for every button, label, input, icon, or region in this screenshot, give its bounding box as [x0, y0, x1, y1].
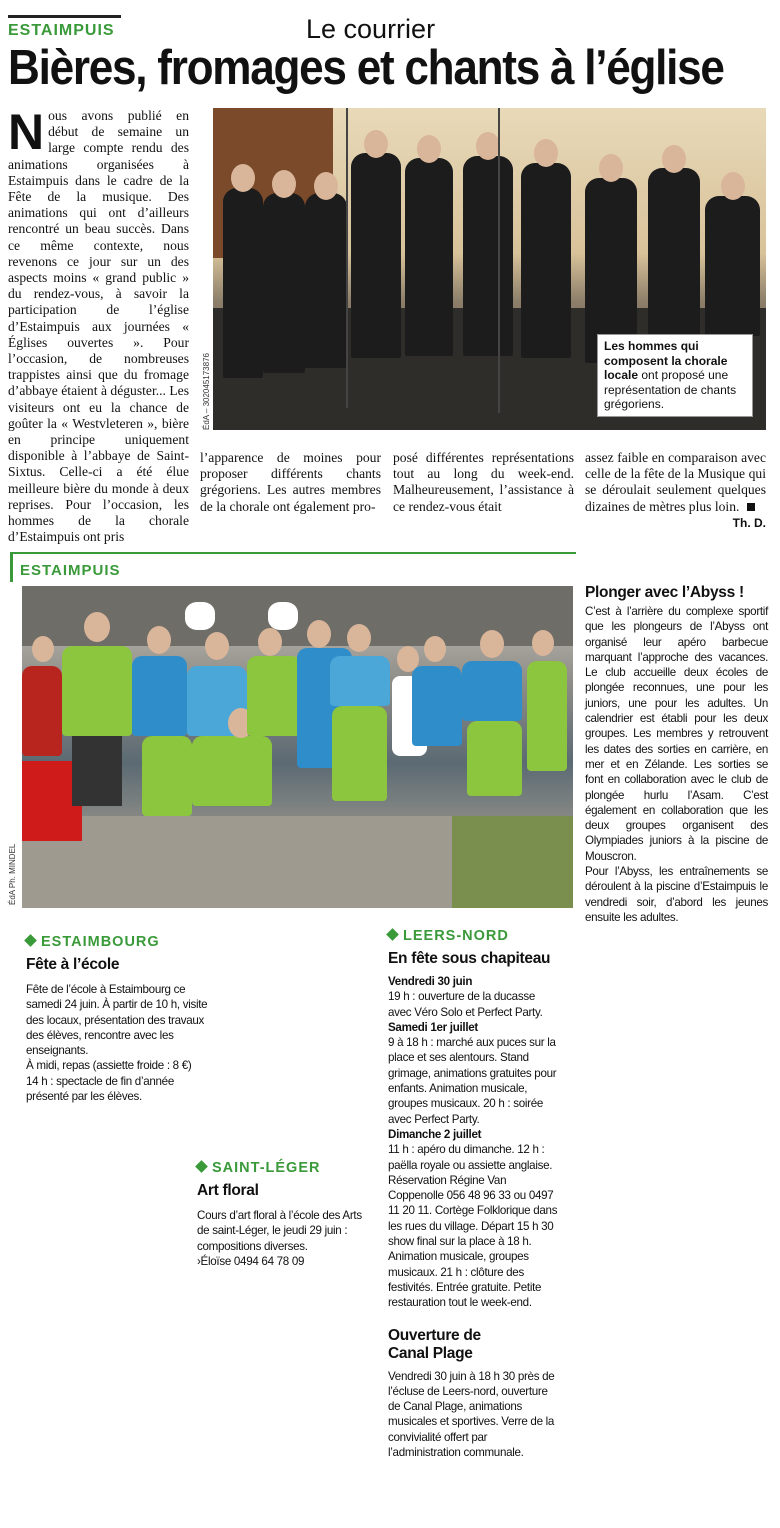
brief-title: Fête à l’école	[26, 956, 120, 973]
brief-title: En fête sous chapiteau	[388, 950, 551, 967]
masthead: Le courrier	[306, 14, 436, 44]
section-rule	[8, 15, 121, 18]
photo-caption	[597, 334, 753, 417]
section-label: ESTAIMPUIS	[20, 562, 121, 579]
headline: Bières, fromages et chants à l’église	[8, 41, 724, 95]
photo-credit: ÉdA Ph. MINDEL	[8, 843, 17, 905]
brief-title-2: Ouverture de Canal Plage	[388, 1326, 481, 1362]
section-label: LEERS-NORD	[403, 928, 509, 944]
caption-text: ont proposé une représentation de chants grégoriens.	[604, 368, 737, 411]
brief-title: Art floral	[197, 1182, 259, 1199]
caption-bold: Les hommes qui composent la chorale locale	[604, 339, 728, 382]
brief-body: Cours d’art floral à l’école des Arts de saint-Léger, le jeudi 29 juin : compositions diverses.	[197, 1209, 362, 1253]
estaimbourg-brief	[26, 934, 216, 1104]
article-body: C’est à l’arrière du complexe sportif que les plongeurs de l’Abyss ont organisé leur apéro barbecue marquant l’approche des vacances. Le club accueille deux écoles de plongée reconnues, une pour les juniors, une pour les adultes. Un calendrier est établi pour les deux groupes. Les membres y retrouvent les dates des sorties en carrière, en mer et en Zélande. Les sorties se font en collaboration avec le club de plongée hurlu l’Asam. C’est également en collaboration que les deux groupes organisent des Olympiades juniors à la piscine de Mouscron.	[585, 605, 768, 863]
article-column-3: posé différentes représentations tout au long du week-end. Malheureusement, l’assistance à ce rendez-vous était	[393, 450, 574, 514]
diamond-icon	[195, 1160, 208, 1173]
section-top-rule	[10, 552, 576, 554]
day-text: 19 h : ouverture de la ducasse avec Véro Solo et Perfect Party.	[388, 990, 543, 1019]
article-text: ous avons publié en début de semaine un large compte rendu des animations organisées à Estaimpuis dans le cadre de la Fête de la musique. Des animations qui ont d’ailleurs rencontré un beau succès. Dans ce même contexte, nous revenons ce jour sur un des aspects moins « grand public » du rendez-vous, à savoir la participation de l’église d’Estaimpuis aux journées « Églises ouvertes ». Pour l’occasion, de nombreuses trappistes ainsi que du fromage d’abbaye étaient à déguster... Les visiteurs ont eu la chance de goûter la « Westvleteren », bière en principe uniquement disponible à l’abbaye de Saint-Sixtus. Celle-ci a été élue meilleure bière du monde à deux reprises. Pour l’occasion, les hommes de la chorale d’Estaimpuis ont pris	[8, 108, 189, 545]
brief-contact: ›Éloïse 0494 64 78 09	[197, 1254, 305, 1268]
article-column-1	[8, 104, 189, 545]
article-title: Plonger avec l’Abyss !	[585, 584, 744, 601]
section-label: ESTAIMPUIS	[8, 22, 115, 39]
diamond-icon	[386, 928, 399, 941]
saintleger-brief	[197, 1160, 377, 1269]
section-bar	[10, 552, 13, 582]
brief-body-2: Vendredi 30 juin à 18 h 30 près de l’écluse de Leers-nord, ouverture de Canal Plage, animations musicales et sportives. Verre de la convivialité offert par l’administration communale.	[388, 1369, 555, 1460]
day-text: 11 h : apéro du dimanche. 12 h : paëlla royale ou assiette anglaise. Réservation Régine Van Coppenolle 056 48 96 33 ou 0497 11 20 11. Cortège Folklorique dans les rues du village. Départ 15 h 30 show final sur la place à 18 h. Animation musicale, groupes musicaux. 21 h : clôture des festivités. Entrée gratuite. Petite restauration tout le week-end.	[388, 1143, 558, 1310]
day-heading: Vendredi 30 juin	[388, 975, 473, 988]
section-label: SAINT-LÉGER	[212, 1160, 321, 1176]
brief-line: 14 h : spectacle de fin d’année présenté par les élèves.	[26, 1074, 174, 1104]
photo-credit: ÉdA – 302045173876	[202, 353, 211, 430]
divers-photo	[22, 586, 573, 908]
diamond-icon	[24, 934, 37, 947]
day-heading: Samedi 1er juillet	[388, 1020, 478, 1034]
day-heading: Dimanche 2 juillet	[388, 1127, 482, 1141]
article-column-2: l’apparence de moines pour proposer différents chants grégoriens. Les autres membres de la chorale ont également pro-	[200, 450, 381, 514]
article-text: assez faible en comparaison avec celle de la fête de la Musique qui se déroulait seulement quelques dizaines de mètres plus loin.	[585, 450, 766, 514]
day-text: 9 à 18 h : marché aux puces sur la place et ses alentours. Stand grimage, animations gratuites pour enfants. Animation musicale, groupes musicaux. 20 h : soirée avec Perfect Party.	[388, 1036, 557, 1126]
abyss-article	[585, 584, 768, 925]
dropcap: N	[8, 104, 45, 160]
brief-line: À midi, repas (assiette froide : 8 €)	[26, 1059, 192, 1073]
leersnord-brief	[388, 928, 560, 1460]
article-body-2: Pour l’Abyss, les entraînements se déroulent à la piscine d’Estaimpuis le vendredi soir, d’abord les jeunes ensuite les adultes.	[585, 865, 768, 924]
brief-line: Fête de l’école à Estaimbourg ce samedi 24 juin. À partir de 10 h, visite des locaux, présentation des travaux des élèves, rencontre avec les enseignants.	[26, 983, 208, 1058]
section-label: ESTAIMBOURG	[41, 934, 160, 950]
grass	[452, 816, 573, 908]
article-column-4	[585, 450, 766, 531]
author-signature: Th. D.	[732, 515, 766, 530]
end-mark-icon	[747, 503, 755, 511]
